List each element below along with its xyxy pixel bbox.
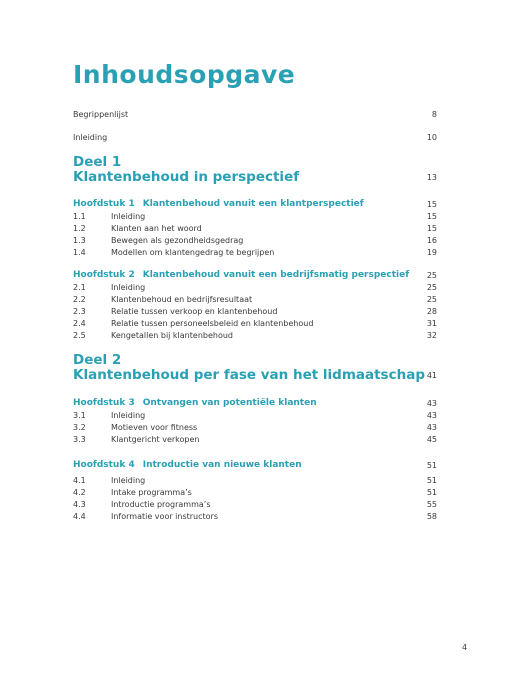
chapter-page: 43: [426, 399, 437, 408]
toc-section[interactable]: [73, 224, 437, 234]
chapter-title: Klantenbehoud vanuit een bedrijfsmatig perspectief: [142, 270, 410, 280]
chapter-page: 15: [426, 200, 437, 209]
section-label: Inleiding: [111, 212, 146, 221]
section-label: Inleiding: [111, 476, 146, 485]
section-page: 51: [426, 476, 437, 485]
section-page: 25: [426, 295, 437, 304]
toc-chapter-3[interactable]: [73, 398, 437, 409]
toc-section[interactable]: [73, 283, 437, 293]
part-title: Klantenbehoud per fase van het lidmaatschap: [73, 367, 425, 383]
chapter-title: Introductie van nieuwe klanten: [142, 460, 302, 470]
section-label: Klanten aan het woord: [111, 224, 202, 233]
toc-section[interactable]: [73, 236, 437, 246]
toc-entry-page: 8: [431, 110, 437, 119]
section-number: 4.3: [73, 500, 86, 509]
section-page: 15: [426, 224, 437, 233]
section-number: 2.3: [73, 307, 86, 316]
toc-part-1[interactable]: [73, 155, 437, 185]
section-number: 1.2: [73, 224, 86, 233]
section-number: 4.4: [73, 512, 86, 521]
page-title: Inhoudsopgave: [73, 60, 296, 89]
toc-entry-inleiding[interactable]: [73, 133, 437, 143]
toc-entry-label: Begrippenlijst: [73, 110, 129, 119]
toc-section[interactable]: [73, 488, 437, 498]
section-page: 58: [426, 512, 437, 521]
toc-section[interactable]: [73, 248, 437, 258]
chapter-label: Hoofdstuk 1: [73, 199, 135, 209]
section-label: Bewegen als gezondheidsgedrag: [111, 236, 244, 245]
section-number: 1.1: [73, 212, 86, 221]
toc-section[interactable]: [73, 500, 437, 510]
toc-entry-label: Inleiding: [73, 133, 108, 142]
toc-chapter-2[interactable]: [73, 270, 437, 281]
part-page: 41: [426, 371, 437, 380]
section-number: 2.5: [73, 331, 86, 340]
part-title: Klantenbehoud in perspectief: [73, 169, 300, 185]
section-number: 4.1: [73, 476, 86, 485]
section-number: 2.1: [73, 283, 86, 292]
chapter-title: Ontvangen van potentiële klanten: [142, 398, 317, 408]
section-label: Relatie tussen personeelsbeleid en klantenbehoud: [111, 319, 314, 328]
toc-entry-page: 10: [426, 133, 437, 142]
toc-section[interactable]: [73, 435, 437, 445]
part-label: Deel 1: [73, 154, 122, 170]
chapter-label: Hoofdstuk 2: [73, 270, 135, 280]
section-page: 45: [426, 435, 437, 444]
chapter-label: Hoofdstuk 4: [73, 460, 135, 470]
section-label: Modellen om klantengedrag te begrijpen: [111, 248, 275, 257]
chapter-title: Klantenbehoud vanuit een klantperspectief: [142, 199, 364, 209]
section-number: 1.4: [73, 248, 86, 257]
toc-section[interactable]: [73, 295, 437, 305]
section-number: 3.1: [73, 411, 86, 420]
toc-part-2[interactable]: [73, 353, 437, 383]
section-page: 28: [426, 307, 437, 316]
chapter-label: Hoofdstuk 3: [73, 398, 135, 408]
section-label: Klantenbehoud en bedrijfsresultaat: [111, 295, 253, 304]
section-label: Inleiding: [111, 411, 146, 420]
section-number: 3.2: [73, 423, 86, 432]
section-page: 51: [426, 488, 437, 497]
page-number: 4: [462, 643, 468, 652]
section-number: 4.2: [73, 488, 86, 497]
section-page: 16: [426, 236, 437, 245]
toc-chapter-1[interactable]: [73, 199, 437, 210]
part-label: Deel 2: [73, 352, 122, 368]
section-page: 55: [426, 500, 437, 509]
toc-section[interactable]: [73, 476, 437, 486]
chapter-page: 51: [426, 461, 437, 470]
section-page: 19: [426, 248, 437, 257]
section-page: 25: [426, 283, 437, 292]
toc-chapter-4[interactable]: [73, 460, 437, 471]
section-number: 2.4: [73, 319, 86, 328]
section-page: 15: [426, 212, 437, 221]
toc-section[interactable]: [73, 331, 437, 341]
toc-section[interactable]: [73, 212, 437, 222]
section-page: 32: [426, 331, 437, 340]
section-label: Motieven voor fitness: [111, 423, 198, 432]
toc-entry-begrippenlijst[interactable]: [73, 110, 437, 120]
section-number: 2.2: [73, 295, 86, 304]
section-label: Relatie tussen verkoop en klantenbehoud: [111, 307, 278, 316]
section-label: Kengetallen bij klantenbehoud: [111, 331, 233, 340]
toc-section[interactable]: [73, 411, 437, 421]
section-number: 1.3: [73, 236, 86, 245]
chapter-page: 25: [426, 271, 437, 280]
section-page: 43: [426, 411, 437, 420]
section-label: Inleiding: [111, 283, 146, 292]
section-page: 43: [426, 423, 437, 432]
part-page: 13: [426, 173, 437, 182]
section-page: 31: [426, 319, 437, 328]
toc-section[interactable]: [73, 423, 437, 433]
section-label: Informatie voor instructors: [111, 512, 219, 521]
toc-section[interactable]: [73, 512, 437, 522]
section-label: Introductie programma’s: [111, 500, 211, 509]
toc-section[interactable]: [73, 319, 437, 329]
section-number: 3.3: [73, 435, 86, 444]
toc-section[interactable]: [73, 307, 437, 317]
section-label: Intake programma’s: [111, 488, 192, 497]
section-label: Klantgericht verkopen: [111, 435, 200, 444]
